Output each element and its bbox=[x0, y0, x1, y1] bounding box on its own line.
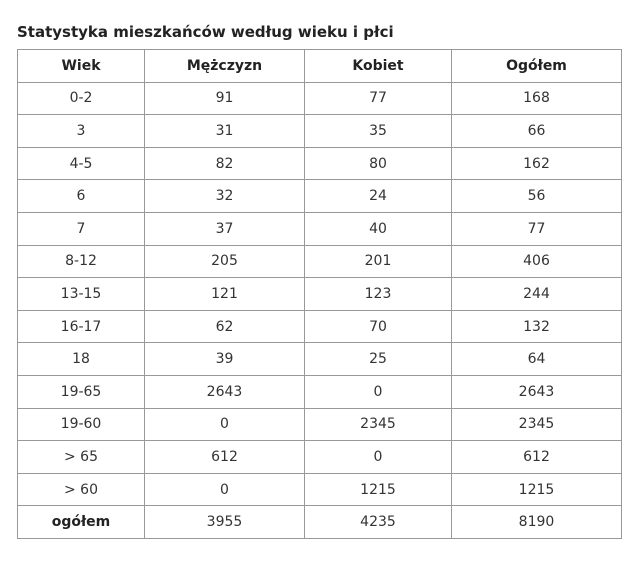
women-cell: 123 bbox=[305, 278, 452, 311]
age-cell: 19-60 bbox=[18, 408, 145, 441]
table-body bbox=[18, 82, 622, 538]
table-row bbox=[18, 310, 622, 343]
age-cell: 19-65 bbox=[18, 375, 145, 408]
total-cell: 66 bbox=[452, 115, 622, 148]
men-cell: 31 bbox=[145, 115, 305, 148]
women-cell: 4235 bbox=[305, 506, 452, 539]
men-cell: 0 bbox=[145, 473, 305, 506]
table-row bbox=[18, 147, 622, 180]
total-cell: 1215 bbox=[452, 473, 622, 506]
total-cell: 612 bbox=[452, 441, 622, 474]
total-cell: 77 bbox=[452, 212, 622, 245]
age-cell: > 65 bbox=[18, 441, 145, 474]
men-cell: 82 bbox=[145, 147, 305, 180]
men-cell: 32 bbox=[145, 180, 305, 213]
age-cell: > 60 bbox=[18, 473, 145, 506]
table-header-row bbox=[18, 50, 622, 83]
men-cell: 205 bbox=[145, 245, 305, 278]
age-cell: 7 bbox=[18, 212, 145, 245]
total-cell: 168 bbox=[452, 82, 622, 115]
total-cell: 8190 bbox=[452, 506, 622, 539]
total-cell: 132 bbox=[452, 310, 622, 343]
page-title: Statystyka mieszkańców według wieku i płci bbox=[17, 23, 394, 41]
women-cell: 2345 bbox=[305, 408, 452, 441]
table-row bbox=[18, 180, 622, 213]
table-row bbox=[18, 343, 622, 376]
men-cell: 91 bbox=[145, 82, 305, 115]
column-header-women: Kobiet bbox=[305, 50, 452, 83]
age-cell: 4-5 bbox=[18, 147, 145, 180]
table-row bbox=[18, 441, 622, 474]
women-cell: 40 bbox=[305, 212, 452, 245]
men-cell: 0 bbox=[145, 408, 305, 441]
table-row bbox=[18, 375, 622, 408]
men-cell: 3955 bbox=[145, 506, 305, 539]
women-cell: 201 bbox=[305, 245, 452, 278]
total-cell: 406 bbox=[452, 245, 622, 278]
women-cell: 24 bbox=[305, 180, 452, 213]
women-cell: 0 bbox=[305, 441, 452, 474]
statistics-table bbox=[17, 49, 622, 539]
column-header-men: Mężczyzn bbox=[145, 50, 305, 83]
men-cell: 612 bbox=[145, 441, 305, 474]
table-row bbox=[18, 506, 622, 539]
column-header-total: Ogółem bbox=[452, 50, 622, 83]
women-cell: 25 bbox=[305, 343, 452, 376]
total-cell: 2643 bbox=[452, 375, 622, 408]
men-cell: 39 bbox=[145, 343, 305, 376]
age-cell: 18 bbox=[18, 343, 145, 376]
total-cell: 244 bbox=[452, 278, 622, 311]
total-cell: 162 bbox=[452, 147, 622, 180]
table-row bbox=[18, 245, 622, 278]
total-cell: 2345 bbox=[452, 408, 622, 441]
age-cell: 6 bbox=[18, 180, 145, 213]
men-cell: 2643 bbox=[145, 375, 305, 408]
women-cell: 80 bbox=[305, 147, 452, 180]
women-cell: 1215 bbox=[305, 473, 452, 506]
table-row bbox=[18, 82, 622, 115]
total-cell: 64 bbox=[452, 343, 622, 376]
table-row bbox=[18, 278, 622, 311]
table-row bbox=[18, 212, 622, 245]
men-cell: 121 bbox=[145, 278, 305, 311]
women-cell: 70 bbox=[305, 310, 452, 343]
age-cell: 8-12 bbox=[18, 245, 145, 278]
women-cell: 0 bbox=[305, 375, 452, 408]
men-cell: 62 bbox=[145, 310, 305, 343]
age-cell: 13-15 bbox=[18, 278, 145, 311]
table-row bbox=[18, 115, 622, 148]
column-header-age: Wiek bbox=[18, 50, 145, 83]
age-cell: 16-17 bbox=[18, 310, 145, 343]
women-cell: 35 bbox=[305, 115, 452, 148]
men-cell: 37 bbox=[145, 212, 305, 245]
age-cell: 0-2 bbox=[18, 82, 145, 115]
table-row bbox=[18, 473, 622, 506]
age-cell: ogółem bbox=[18, 506, 145, 539]
table-row bbox=[18, 408, 622, 441]
total-cell: 56 bbox=[452, 180, 622, 213]
women-cell: 77 bbox=[305, 82, 452, 115]
age-cell: 3 bbox=[18, 115, 145, 148]
